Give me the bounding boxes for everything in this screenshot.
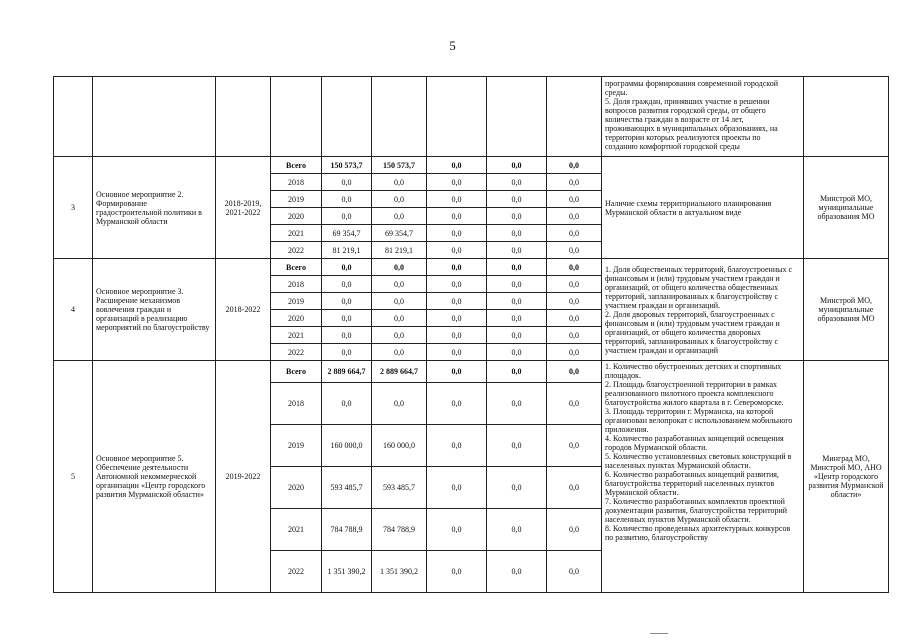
funding-value: 0,0 [487, 344, 547, 361]
table-row [54, 259, 889, 276]
funding-value: 0,0 [427, 191, 487, 208]
funding-value: 0,0 [547, 293, 602, 310]
indicators-cell [602, 157, 804, 259]
indicator-item: 7. Количество разработанных комплектов проектной документации развития, благоустройства территорий населенных пунктов Мурманской области. [605, 497, 788, 524]
row-number: 3 [54, 157, 93, 259]
table-row [54, 157, 889, 174]
continuation-line: проживающих в муниципальных образованиях, на [605, 124, 778, 133]
funding-value: 0,0 [427, 425, 487, 467]
cell-empty [271, 77, 322, 157]
funding-value: 0,0 [547, 551, 602, 593]
funding-value: 2 889 664,7 [322, 361, 372, 383]
funding-value: 0,0 [547, 467, 602, 509]
year-label: 2018 [271, 174, 322, 191]
indicators-cell [602, 259, 804, 361]
funding-value: 0,0 [547, 208, 602, 225]
funding-value: 593 485,7 [322, 467, 372, 509]
year-label: 2018 [271, 276, 322, 293]
funding-value: 0,0 [547, 191, 602, 208]
year-label: 2021 [271, 509, 322, 551]
year-total-label: Всего [271, 259, 322, 276]
year-label: 2022 [271, 551, 322, 593]
funding-value: 0,0 [487, 208, 547, 225]
funding-value: 0,0 [547, 361, 602, 383]
funding-value: 0,0 [322, 327, 372, 344]
activity-name: Основное мероприятие 3. Расширение механизмов вовлечения граждан и организаций в реализацию мероприятий по благоустройству [93, 259, 216, 361]
funding-value: 0,0 [487, 509, 547, 551]
funding-value: 0,0 [547, 425, 602, 467]
funding-value: 0,0 [547, 383, 602, 425]
cell-empty [427, 77, 487, 157]
funding-value: 0,0 [427, 259, 487, 276]
continuation-line: программы формирования современной городской [605, 79, 779, 88]
indicator-item: 2. Доля дворовых территорий, благоустроенных с финансовым и (или) трудовым участием граждан и организаций, от общего количества дворовых территорий, запланированных к благоустройству с участием граждан и организаций [605, 309, 780, 355]
cell-empty [322, 77, 372, 157]
indicator-item: 1. Доля общественных территорий, благоустроенных с финансовым и (или) трудовым участием граждан и организаций, от общего количества общественных территорий, запланированных к благоустройству с участием граждан и организаций. [605, 264, 793, 310]
funding-value: 0,0 [322, 174, 372, 191]
funding-value: 0,0 [372, 293, 427, 310]
funding-value: 0,0 [487, 293, 547, 310]
funding-value: 0,0 [487, 383, 547, 425]
funding-value: 0,0 [547, 509, 602, 551]
funding-value: 0,0 [372, 344, 427, 361]
funding-value: 0,0 [322, 191, 372, 208]
funding-value: 69 354,7 [322, 225, 372, 242]
funding-value: 150 573,7 [372, 157, 427, 174]
funding-value: 0,0 [487, 276, 547, 293]
executor-cell: Минстрой МО, муниципальные образования МО [804, 259, 889, 361]
funding-value: 0,0 [427, 242, 487, 259]
cell-empty [547, 77, 602, 157]
indicator-item: 3. Площадь территории г. Мурманска, на которой организован велопрокат с использованием мобильного приложения. [605, 407, 793, 434]
funding-value: 0,0 [547, 327, 602, 344]
year-label: 2020 [271, 208, 322, 225]
indicator-item: 4. Количество разработанных концепций освещения городов Мурманской области. [605, 434, 784, 452]
cell-empty [93, 77, 216, 157]
program-table [53, 76, 889, 593]
funding-value: 0,0 [372, 208, 427, 225]
page-number: 5 [449, 38, 456, 53]
continuation-line: территории которых реализуются проекты по [605, 133, 761, 142]
funding-value: 0,0 [487, 242, 547, 259]
cell-empty [54, 77, 93, 157]
funding-value: 0,0 [322, 344, 372, 361]
indicator-item: 5. Количество установленных световых конструкций в населенных пунктах Мурманской области. [605, 452, 792, 470]
funding-value: 0,0 [427, 551, 487, 593]
executor-cell: Минград МО, Минстрой МО, АНО «Центр городского развития Мурманской области» [804, 361, 889, 593]
activity-name: Основное мероприятие 5. Обеспечение деятельности Автономной некоммерческой организации «Центр городского развития Мурманской области» [93, 361, 216, 593]
funding-value: 81 219,1 [322, 242, 372, 259]
funding-value: 0,0 [427, 361, 487, 383]
cell-empty [372, 77, 427, 157]
year-label: 2019 [271, 191, 322, 208]
activity-period: 2018-2019, 2021-2022 [216, 157, 271, 259]
funding-value: 0,0 [372, 383, 427, 425]
funding-value: 0,0 [322, 293, 372, 310]
funding-value: 0,0 [487, 467, 547, 509]
funding-value: 81 219,1 [372, 242, 427, 259]
funding-value: 0,0 [487, 259, 547, 276]
funding-value: 0,0 [547, 276, 602, 293]
year-label: 2021 [271, 327, 322, 344]
funding-value: 1 351 390,2 [322, 551, 372, 593]
funding-value: 2 889 664,7 [372, 361, 427, 383]
funding-value: 0,0 [372, 191, 427, 208]
funding-value: 0,0 [322, 208, 372, 225]
executor-cell: Минстрой МО, муниципальные образования МО [804, 157, 889, 259]
funding-value: 0,0 [427, 276, 487, 293]
indicator-item: 1. Количество обустроенных детских и спортивных площадок. [605, 362, 782, 380]
indicator-item: 6. Количество разработанных концепций развития, благоустройства территорий населенных пунктов Мурманской области. [605, 470, 779, 497]
funding-value: 0,0 [372, 327, 427, 344]
continuation-line: 5. Доля граждан, принявших участие в решении [605, 97, 770, 106]
cell-empty [487, 77, 547, 157]
continuation-line: среды. [605, 88, 628, 97]
funding-value: 0,0 [487, 425, 547, 467]
funding-value: 0,0 [547, 310, 602, 327]
indicator-continuation [602, 77, 804, 157]
funding-value: 784 788,9 [372, 509, 427, 551]
funding-value: 0,0 [427, 208, 487, 225]
funding-value: 0,0 [427, 225, 487, 242]
funding-value: 0,0 [322, 383, 372, 425]
year-label: 2022 [271, 242, 322, 259]
funding-value: 160 000,0 [322, 425, 372, 467]
indicator-item: 2. Площадь благоустроенной территории в рамках реализованного пилотного проекта комплексного благоустройства жилого квартала в г. Североморске. [605, 380, 784, 407]
funding-value: 0,0 [427, 467, 487, 509]
continuation-line: количества граждан в возрасте от 14 лет, [605, 115, 744, 124]
funding-value: 69 354,7 [372, 225, 427, 242]
indicator-item: Наличие схемы территориального планирования Мурманской области в актуальном виде [605, 198, 772, 217]
funding-value: 150 573,7 [322, 157, 372, 174]
funding-value: 0,0 [427, 509, 487, 551]
funding-value: 0,0 [427, 383, 487, 425]
year-label: 2019 [271, 293, 322, 310]
funding-value: 0,0 [487, 361, 547, 383]
indicator-item: 8. Количество проведенных архитектурных конкурсов по развитию, благоустройству [605, 524, 791, 542]
funding-value: 1 351 390,2 [372, 551, 427, 593]
funding-value: 0,0 [427, 310, 487, 327]
funding-value: 0,0 [322, 276, 372, 293]
funding-value: 784 788,9 [322, 509, 372, 551]
continuation-line: вопросов развития городской среды, от общего [605, 106, 766, 115]
funding-value: 0,0 [487, 327, 547, 344]
funding-value: 0,0 [547, 174, 602, 191]
funding-value: 0,0 [547, 157, 602, 174]
funding-value: 0,0 [427, 344, 487, 361]
indicators-cell [602, 361, 804, 593]
continuation-row [54, 77, 889, 157]
year-label: 2022 [271, 344, 322, 361]
activity-period: 2018-2022 [216, 259, 271, 361]
funding-value: 593 485,7 [372, 467, 427, 509]
funding-value: 0,0 [427, 327, 487, 344]
year-label: 2018 [271, 383, 322, 425]
row-number: 4 [54, 259, 93, 361]
year-label: 2021 [271, 225, 322, 242]
year-total-label: Всего [271, 361, 322, 383]
funding-value: 0,0 [487, 310, 547, 327]
funding-value: 0,0 [372, 276, 427, 293]
funding-value: 0,0 [547, 242, 602, 259]
year-label: 2019 [271, 425, 322, 467]
funding-value: 0,0 [487, 191, 547, 208]
funding-value: 0,0 [372, 259, 427, 276]
funding-value: 0,0 [547, 225, 602, 242]
funding-value: 0,0 [372, 174, 427, 191]
funding-value: 160 000,0 [372, 425, 427, 467]
footer-mark [650, 633, 668, 634]
continuation-line: созданию комфортной городской среды [605, 142, 740, 151]
year-total-label: Всего [271, 157, 322, 174]
table-row [54, 361, 889, 383]
funding-value: 0,0 [487, 225, 547, 242]
funding-value: 0,0 [427, 157, 487, 174]
funding-value: 0,0 [322, 310, 372, 327]
year-label: 2020 [271, 467, 322, 509]
funding-value: 0,0 [427, 174, 487, 191]
funding-value: 0,0 [322, 259, 372, 276]
activity-name: Основное мероприятие 2. Формирование градостроительной политики в Мурманской области [93, 157, 216, 259]
cell-empty [804, 77, 889, 157]
funding-value: 0,0 [487, 157, 547, 174]
funding-value: 0,0 [487, 174, 547, 191]
funding-value: 0,0 [487, 551, 547, 593]
funding-value: 0,0 [372, 310, 427, 327]
cell-empty [216, 77, 271, 157]
year-label: 2020 [271, 310, 322, 327]
activity-period: 2019-2022 [216, 361, 271, 593]
funding-value: 0,0 [427, 293, 487, 310]
funding-value: 0,0 [547, 259, 602, 276]
funding-value: 0,0 [547, 344, 602, 361]
row-number: 5 [54, 361, 93, 593]
